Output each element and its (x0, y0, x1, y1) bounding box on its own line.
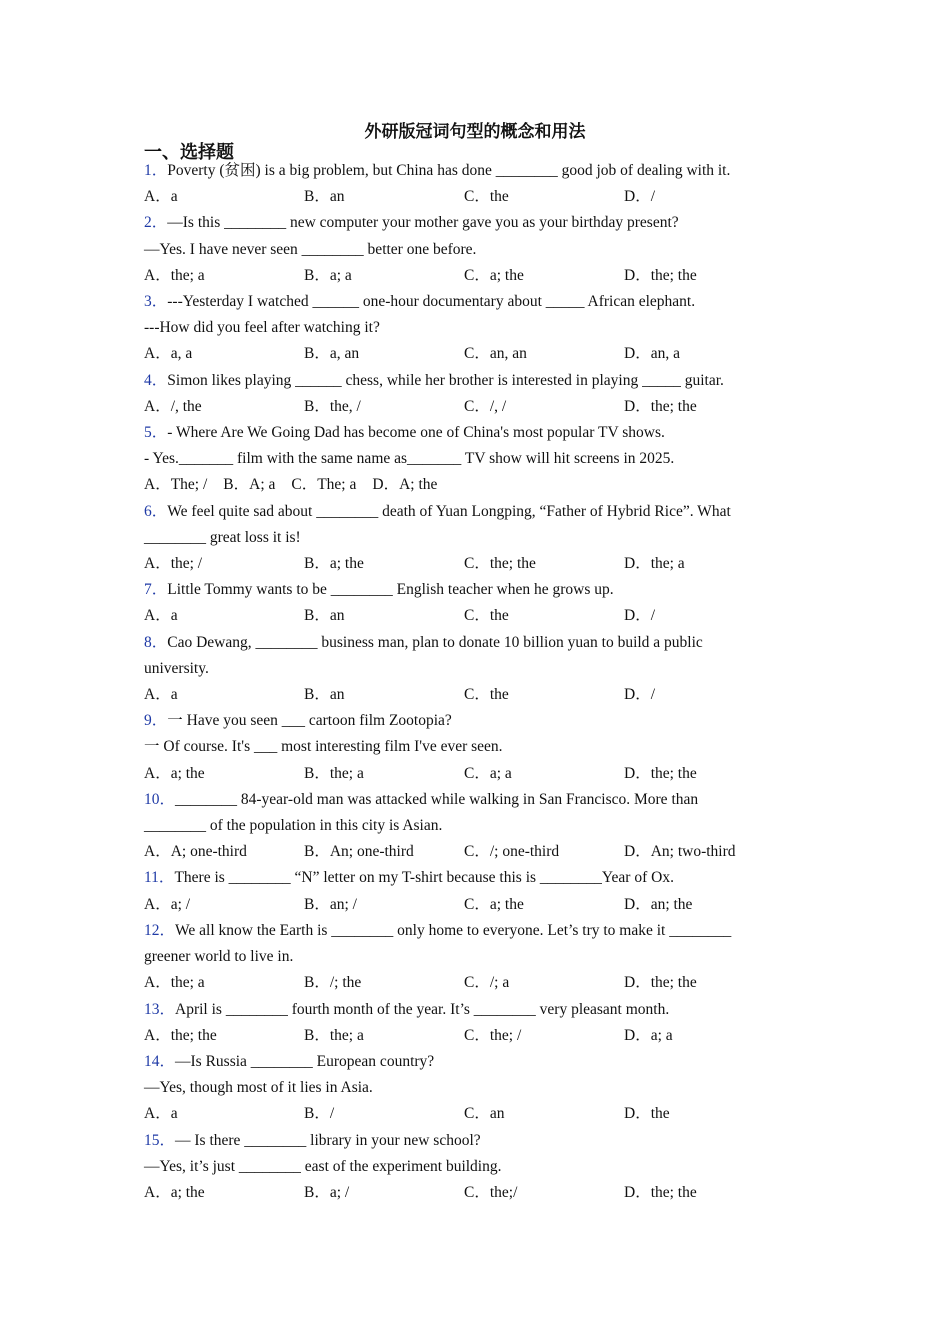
question-text: — Is there ________ library in your new school? (175, 1131, 481, 1149)
document-title: 外研版冠词句型的概念和用法 (364, 122, 586, 141)
answer-options (144, 341, 784, 367)
question-item (144, 918, 784, 997)
answer-option[interactable]: C．a; the (464, 266, 524, 284)
answer-option[interactable]: C．The; a (291, 476, 357, 494)
answer-options (144, 184, 784, 210)
answer-option[interactable]: B．the; a (304, 764, 364, 782)
answer-option[interactable]: A．a (144, 607, 178, 625)
question-line (144, 787, 784, 813)
answer-option[interactable]: D．the; the (624, 764, 697, 782)
question-line (144, 1075, 784, 1101)
question-text: —Yes, though most of it lies in Asia. (144, 1079, 373, 1097)
answer-option[interactable]: D．An; two-third (624, 843, 736, 861)
question-line (144, 918, 784, 944)
question-item (144, 420, 784, 499)
question-text: We all know the Earth is ________ only home to everyone. Let’s try to make it ________ (175, 921, 732, 939)
answer-option[interactable]: A．a; / (144, 895, 191, 913)
question-line (144, 865, 784, 891)
section-heading: 一、选择题 (144, 142, 234, 162)
question-line (144, 420, 784, 446)
answer-option[interactable]: C．an (464, 1105, 505, 1123)
answer-option[interactable]: B．the, / (304, 397, 361, 415)
question-line (144, 997, 784, 1023)
question-text: Little Tommy wants to be ________ English teacher when he grows up. (167, 581, 614, 599)
answer-options (144, 1101, 784, 1127)
question-number: 8． (144, 633, 168, 651)
question-item (144, 708, 784, 787)
question-line (144, 368, 784, 394)
question-number: 14． (144, 1052, 176, 1070)
question-item (144, 158, 784, 210)
answer-option[interactable]: C．the; the (464, 555, 536, 573)
question-number: 3． (144, 293, 168, 311)
question-item (144, 787, 784, 866)
question-number: 6． (144, 502, 168, 520)
question-text: 一 Of course. It's ___ most interesting film I've ever seen. (144, 738, 503, 756)
question-line (144, 525, 784, 551)
answer-option[interactable]: B．a, an (304, 345, 360, 363)
answer-option[interactable]: D．/ (624, 686, 656, 704)
question-line (144, 734, 784, 760)
question-text: ---How did you feel after watching it? (144, 319, 380, 337)
question-text: April is ________ fourth month of the year. It’s ________ very pleasant month. (175, 1000, 670, 1018)
answer-options (144, 970, 784, 996)
answer-option[interactable]: C．a; the (464, 895, 524, 913)
question-number: 13． (144, 1000, 176, 1018)
question-text: —Yes, it’s just ________ east of the experiment building. (144, 1157, 502, 1175)
answer-option[interactable]: D．the; the (624, 974, 697, 992)
question-number: 12． (144, 921, 176, 939)
question-text: There is ________ “N” letter on my T-shirt because this is ________Year of Ox. (174, 869, 674, 887)
answer-option[interactable]: C．/; a (464, 974, 510, 992)
answer-option[interactable]: A．/, the (144, 397, 202, 415)
question-number: 10． (144, 790, 176, 808)
answer-option[interactable]: B．an (304, 188, 345, 206)
question-text: —Yes. I have never seen ________ better one before. (144, 240, 477, 258)
answer-option[interactable]: B．/; the (304, 974, 362, 992)
question-text: ---Yesterday I watched ______ one-hour documentary about _____ African elephant. (167, 293, 696, 311)
answer-option[interactable]: B．a; a (304, 266, 352, 284)
question-line (144, 630, 784, 656)
question-number: 1． (144, 162, 168, 179)
question-number: 9． (144, 712, 168, 730)
question-item (144, 577, 784, 629)
question-item (144, 997, 784, 1049)
answer-options (144, 682, 784, 708)
answer-option[interactable]: B．the; a (304, 1026, 364, 1044)
answer-option[interactable]: B．an; / (304, 895, 357, 913)
answer-option[interactable]: A．a (144, 1105, 178, 1123)
question-number: 5． (144, 424, 168, 442)
question-line (144, 499, 784, 525)
question-text: ________ great loss it is! (144, 528, 301, 546)
answer-option[interactable]: B．an (304, 607, 345, 625)
question-line (144, 237, 784, 263)
answer-option[interactable]: B．an (304, 686, 345, 704)
question-text: Poverty (贫困) is a big problem, but China has done ________ good job of dealing with it. (167, 162, 731, 179)
question-line (144, 289, 784, 315)
answer-option[interactable]: A．the; a (144, 974, 205, 992)
question-number: 2． (144, 214, 168, 232)
answer-option[interactable]: A．a; the (144, 1183, 205, 1201)
question-text: - Where Are We Going Dad has become one of China's most popular TV shows. (167, 424, 665, 442)
answer-option[interactable]: A．a (144, 686, 178, 704)
answer-option[interactable]: C．the (464, 686, 509, 704)
question-item (144, 1049, 784, 1128)
answer-option[interactable]: C．the (464, 607, 509, 625)
answer-option[interactable]: B．/ (304, 1105, 335, 1123)
answer-option[interactable]: D．the; the (624, 1183, 697, 1201)
question-text: —Is Russia ________ European country? (175, 1052, 435, 1070)
question-number: 15． (144, 1131, 176, 1149)
answer-option[interactable]: D．/ (624, 188, 656, 206)
question-line (144, 446, 784, 472)
answer-options (144, 892, 784, 918)
question-item (144, 499, 784, 578)
answer-option[interactable]: C．the (464, 188, 509, 206)
answer-option[interactable]: D．an; the (624, 895, 693, 913)
question-item (144, 1128, 784, 1207)
answer-options (144, 603, 784, 629)
answer-option[interactable]: A．The; / (144, 476, 208, 494)
answer-option[interactable]: B．A; a (223, 476, 276, 494)
question-line (144, 944, 784, 970)
answer-option[interactable]: D．a; a (624, 1026, 673, 1044)
answer-option[interactable]: B．a; / (304, 1183, 350, 1201)
question-text: We feel quite sad about ________ death of Yuan Longping, “Father of Hybrid Rice”. What (167, 502, 731, 520)
answer-option[interactable]: B．An; one-third (304, 843, 414, 861)
answer-option[interactable]: C．the; / (464, 1026, 522, 1044)
question-line (144, 577, 784, 603)
question-text: 一 Have you seen ___ cartoon film Zootopia? (167, 712, 452, 730)
answer-option[interactable]: A．a, a (144, 345, 193, 363)
question-line (144, 813, 784, 839)
answer-option[interactable]: A．a; the (144, 764, 205, 782)
answer-options (144, 1180, 784, 1206)
question-line (144, 315, 784, 341)
question-item (144, 210, 784, 289)
question-item (144, 368, 784, 420)
answer-option[interactable]: D．the (624, 1105, 670, 1123)
answer-option[interactable]: D．an, a (624, 345, 680, 363)
answer-option[interactable]: A．the; a (144, 266, 205, 284)
answer-options (144, 551, 784, 577)
answer-options (144, 394, 784, 420)
question-number: 7． (144, 581, 168, 599)
answer-option[interactable]: A．a (144, 188, 178, 206)
answer-option[interactable]: B．a; the (304, 555, 364, 573)
question-text: Simon likes playing ______ chess, while her brother is interested in playing _____ guitar. (167, 371, 724, 389)
answer-option[interactable]: D．A; the (372, 476, 438, 494)
answer-options (144, 761, 784, 787)
question-item (144, 630, 784, 709)
answer-options (144, 839, 784, 865)
question-line (144, 158, 784, 184)
answer-option[interactable]: D．/ (624, 607, 656, 625)
answer-option[interactable]: C．an, an (464, 345, 527, 363)
question-line (144, 656, 784, 682)
answer-option[interactable]: C．/, / (464, 397, 507, 415)
question-item (144, 865, 784, 917)
question-line (144, 210, 784, 236)
question-text: greener world to live in. (144, 948, 294, 966)
question-text: Cao Dewang, ________ business man, plan to donate 10 billion yuan to build a public (167, 633, 703, 651)
answer-options (144, 263, 784, 289)
answer-option[interactable]: D．the; the (624, 266, 697, 284)
answer-option[interactable]: C．a; a (464, 764, 512, 782)
question-text: - Yes._______ film with the same name as_______ TV show will hit screens in 2025. (144, 450, 675, 468)
answer-option[interactable]: A．the; the (144, 1026, 217, 1044)
answer-options (144, 1023, 784, 1049)
question-line (144, 708, 784, 734)
question-text: ________ of the population in this city is Asian. (144, 817, 443, 835)
answer-option[interactable]: D．the; the (624, 397, 697, 415)
question-text: ________ 84-year-old man was attacked while walking in San Francisco. More than (175, 790, 699, 808)
question-list (144, 158, 784, 1206)
question-number: 4． (144, 371, 168, 389)
answer-option[interactable]: D．the; a (624, 555, 685, 573)
question-line (144, 1128, 784, 1154)
answer-option[interactable]: C．/; one-third (464, 843, 560, 861)
answer-option[interactable]: C．the;/ (464, 1183, 518, 1201)
question-text: —Is this ________ new computer your mother gave you as your birthday present? (167, 214, 679, 232)
answer-option[interactable]: A．the; / (144, 555, 203, 573)
question-line (144, 1049, 784, 1075)
question-number: 11． (144, 869, 175, 887)
answer-options (144, 472, 784, 498)
question-line (144, 1154, 784, 1180)
question-item (144, 289, 784, 368)
answer-option[interactable]: A．A; one-third (144, 843, 247, 861)
question-text: university. (144, 659, 209, 677)
